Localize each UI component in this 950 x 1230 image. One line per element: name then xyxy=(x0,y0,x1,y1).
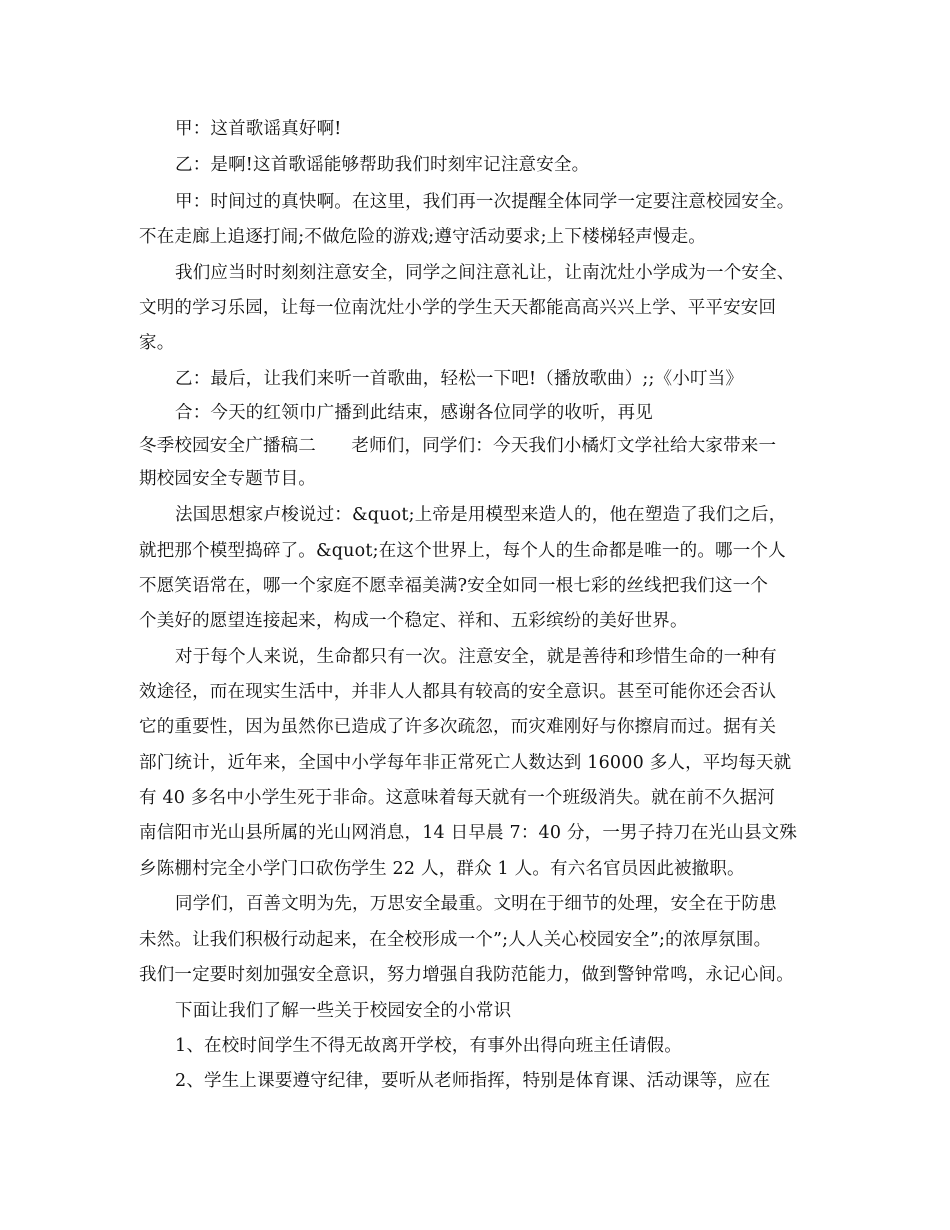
text-line: 不愿笑语常在，哪一个家庭不愿幸福美满?安全如同一根七彩的丝线把我们这一个 xyxy=(139,576,769,596)
text-line: 同学们，百善文明为先，万思安全最重。文明在于细节的处理，安全在于防患 xyxy=(175,894,777,914)
text-line: 乡陈棚村完全小学门口砍伤学生 22 人，群众 1 人。有六名官员因此被撤职。 xyxy=(139,859,745,879)
text-line: 下面让我们了解一些关于校园安全的小常识 xyxy=(175,1001,512,1021)
text-line: 南信阳市光山县所属的光山网消息，14 日早晨 7：40 分，一男子持刀在光山县文殊 xyxy=(139,823,798,843)
text-line: 我们应当时时刻刻注意安全，同学之间注意礼让，让南沈灶小学成为一个安全、 xyxy=(175,263,795,283)
text-line: 就把那个模型捣碎了。&quot;在这个世界上，每个人的生命都是唯一的。哪一个人 xyxy=(139,541,786,561)
text-line: 合：今天的红领巾广播到此结束，感谢各位同学的收听，再见 xyxy=(175,403,653,423)
text-line: 它的重要性，因为虽然你已造成了许多次疏忽，而灾难刚好与你擦肩而过。据有关 xyxy=(139,717,777,737)
text-line: 甲：这首歌谣真好啊! xyxy=(175,119,342,139)
text-line: 乙：最后，让我们来听一首歌曲，轻松一下吧!（播放歌曲）;;《小叮当》 xyxy=(175,369,744,389)
text-line: 未然。让我们积极行动起来，在全校形成一个”;人人关心校园安全”;的浓厚氛围。 xyxy=(139,930,772,950)
text-line: 部门统计，近年来，全国中小学每年非正常死亡人数达到 16000 多人，平均每天就 xyxy=(139,753,792,773)
text-line: 1、在校时间学生不得无故离开学校，有事外出得向班主任请假。 xyxy=(175,1036,682,1056)
text-line: 个美好的愿望连接起来，构成一个稳定、祥和、五彩缤纷的美好世界。 xyxy=(139,611,688,631)
text-line: 效途径，而在现实生活中，并非人人都具有较高的安全意识。甚至可能你还会否认 xyxy=(139,682,777,702)
text-line: 冬季校园安全广播稿二 老师们，同学们：今天我们小橘灯文学社给大家带来一 xyxy=(139,436,777,456)
text-line: 2、学生上课要遵守纪律，要听从老师指挥，特别是体育课、活动课等，应在 xyxy=(175,1071,771,1091)
text-line: 不在走廊上追逐打闹;不做危险的游戏;遵守活动要求;上下楼梯轻声慢走。 xyxy=(139,227,706,247)
text-line: 文明的学习乐园，让每一位南沈灶小学的学生天天都能高高兴兴上学、平平安安回 xyxy=(139,298,777,318)
text-line: 对于每个人来说，生命都只有一次。注意安全，就是善待和珍惜生命的一种有 xyxy=(175,647,777,667)
text-line: 有 40 多名中小学生死于非命。这意味着每天就有一个班级消失。就在前不久据河 xyxy=(139,788,775,808)
text-line: 我们一定要时刻加强安全意识，努力增强自我防范能力，做到警钟常鸣，永记心间。 xyxy=(139,965,794,985)
text-line: 甲：时间过的真快啊。在这里，我们再一次提醒全体同学一定要注意校园安全。 xyxy=(175,192,795,212)
text-line: 期校园安全专题节目。 xyxy=(139,469,316,489)
text-line: 乙：是啊!这首歌谣能够帮助我们时刻牢记注意安全。 xyxy=(175,155,590,175)
text-line: 家。 xyxy=(139,333,175,353)
text-line: 法国思想家卢梭说过：&quot;上帝是用模型来造人的，他在塑造了我们之后， xyxy=(175,505,787,525)
